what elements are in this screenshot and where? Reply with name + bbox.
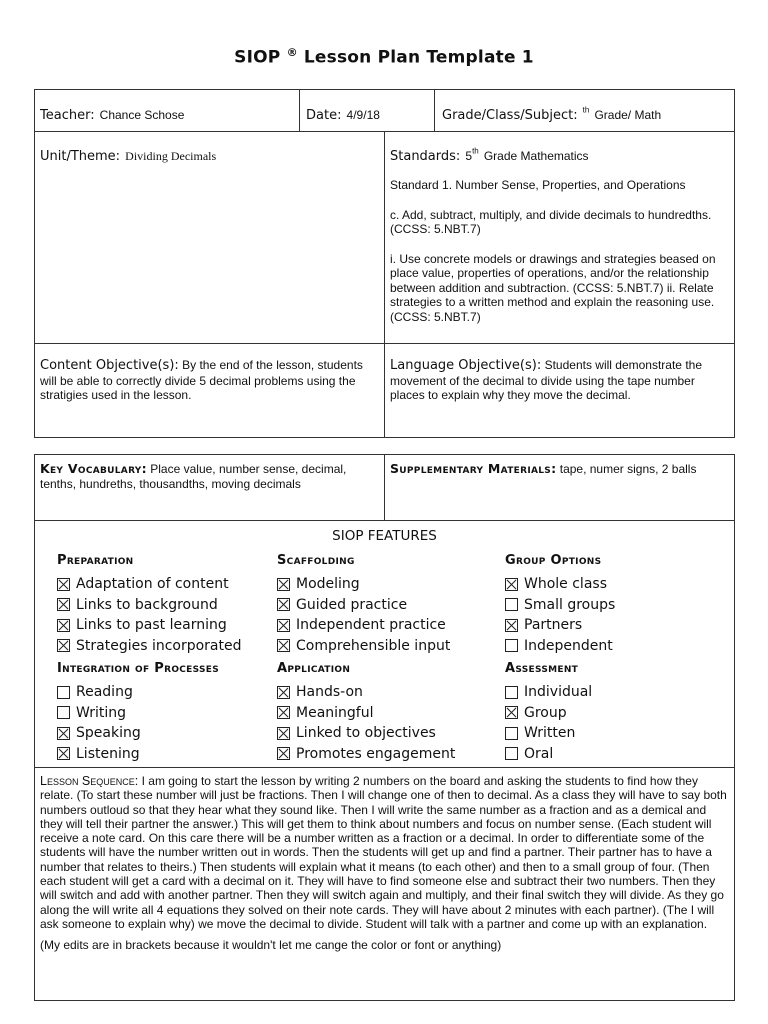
teacher-label: Teacher:: [40, 108, 95, 123]
checkbox-label: Reading: [76, 684, 133, 701]
checkbox-item[interactable]: [505, 723, 592, 744]
checkbox-label: Guided practice: [296, 596, 408, 613]
integration-heading: Integration of Processes: [57, 661, 220, 676]
checkbox-icon[interactable]: [505, 619, 518, 632]
standard-line-2: c. Add, subtract, multiply, and divide decimals to hundredths. (CCSS: 5.NBT.7): [390, 207, 712, 236]
checkbox-icon[interactable]: [277, 578, 290, 591]
checkbox-icon[interactable]: [505, 686, 518, 699]
checkbox-icon[interactable]: [505, 578, 518, 591]
grade-value: Grade/ Math: [594, 108, 662, 122]
checkbox-label: Independent practice: [296, 617, 446, 634]
group-application: [277, 661, 455, 764]
checkbox-item[interactable]: [57, 744, 219, 765]
checkbox-icon[interactable]: [505, 598, 518, 611]
checkbox-label: Independent: [524, 637, 613, 654]
checkbox-icon[interactable]: [57, 619, 70, 632]
lesson-sequence-text: I am going to start the lesson by writing 2 numbers on the board and asking the students to find how they relate. (To start these number will just be fractions. Then I will change one of then to decimal. As a class they will have to say both numbers outloud so that they hear what they sound like. Then I will write the same number as a fraction and as a demical and they will tell their partner the answer.) This will get them to think about numbers and focus on number sense. (Each student will receive a note card. On this care there will be a number written as a fraction or a decimal. In order to differentiate some of the students will have the number written out in words. Then the students will get up and find a partner. Their partner has to have a number that relates to theirs.) Then students will explain what it means (to each other) and then to a small group of four. (Then each student will get a card with a decimal on it. They will have to find someone else and subtract their two numbers. Then they will switch and add with another partner. Then they will switch again and multiply, and their final switch they will divide. As they go along the will write all 4 equations they solved on their note cards. They will have about 2 minutes with each partner). (The I will ask someone to explain why) we move the decimal to divide. Student will talk with a partner and come up with an explanation.: [40, 774, 727, 931]
lesson-sequence-note: (My edits are in brackets because it wouldn't let me cange the color or font or anything): [40, 938, 502, 953]
checkbox-item[interactable]: [505, 615, 615, 636]
checkbox-item[interactable]: [505, 574, 615, 595]
checkbox-icon[interactable]: [277, 686, 290, 699]
title-rest: Lesson Plan Template 1: [303, 47, 534, 68]
supplementary-label: Supplementary Materials:: [390, 461, 557, 476]
checkbox-label: Written: [524, 725, 576, 742]
checkbox-item[interactable]: [505, 744, 592, 765]
checkbox-label: Promotes engagement: [296, 745, 456, 762]
checkbox-icon[interactable]: [277, 598, 290, 611]
checkbox-label: Individual: [524, 684, 593, 701]
content-objective-cell: [40, 358, 378, 403]
title-text: SIOP: [234, 47, 281, 68]
checkbox-item[interactable]: [505, 682, 592, 703]
checkbox-icon[interactable]: [57, 747, 70, 760]
group-group-options: [505, 553, 615, 656]
checkbox-label: Small groups: [524, 596, 616, 613]
grade-label: Grade/Class/Subject:: [442, 108, 578, 123]
checkbox-label: Group: [524, 704, 567, 721]
checkbox-icon[interactable]: [505, 639, 518, 652]
checkbox-item[interactable]: [277, 615, 450, 636]
language-objective-label: Language Objective(s):: [390, 358, 542, 373]
content-objective-label: Content Objective(s):: [40, 358, 179, 373]
checkbox-icon[interactable]: [57, 706, 70, 719]
checkbox-icon[interactable]: [277, 747, 290, 760]
checkbox-icon[interactable]: [277, 727, 290, 740]
checkbox-icon[interactable]: [57, 639, 70, 652]
checkbox-icon[interactable]: [57, 598, 70, 611]
checkbox-item[interactable]: [57, 595, 242, 616]
date-value: 4/9/18: [346, 108, 380, 122]
standards-cell: [390, 145, 730, 324]
checkbox-item[interactable]: [57, 636, 242, 657]
assessment-heading: Assessment: [505, 661, 579, 676]
checkbox-label: Links to past learning: [76, 617, 227, 634]
supplementary-value: tape, numer signs, 2 balls: [559, 462, 697, 476]
checkbox-item[interactable]: [277, 744, 455, 765]
standards-grade-num: 5: [465, 149, 473, 163]
checkbox-label: Writing: [76, 704, 126, 721]
checkbox-label: Hands-on: [296, 684, 363, 701]
checkbox-icon[interactable]: [277, 706, 290, 719]
group-integration: [57, 661, 219, 764]
checkbox-label: Listening: [76, 745, 140, 762]
registered-mark: ®: [286, 46, 298, 59]
checkbox-label: Whole class: [524, 576, 607, 593]
checkbox-item[interactable]: [277, 682, 455, 703]
checkbox-item[interactable]: [57, 682, 219, 703]
preparation-heading: Preparation: [57, 553, 134, 568]
unit-cell: [40, 145, 216, 164]
date-cell: [306, 104, 380, 123]
group-options-heading: Group Options: [505, 553, 602, 568]
teacher-cell: [40, 104, 184, 123]
checkbox-label: Comprehensible input: [296, 637, 451, 654]
checkbox-label: Meaningful: [296, 704, 374, 721]
checkbox-item[interactable]: [505, 636, 615, 657]
checkbox-icon[interactable]: [57, 727, 70, 740]
supplementary-cell: [390, 462, 720, 477]
application-heading: Application: [277, 661, 351, 676]
checkbox-icon[interactable]: [57, 578, 70, 591]
checkbox-item[interactable]: [277, 703, 455, 724]
unit-value: Dividing Decimals: [125, 149, 217, 163]
key-vocabulary-label: Key Vocabulary:: [40, 461, 147, 476]
checkbox-icon[interactable]: [505, 706, 518, 719]
checkbox-icon[interactable]: [57, 686, 70, 699]
siop-features-title: SIOP FEATURES: [332, 528, 437, 544]
unit-label: Unit/Theme:: [40, 149, 121, 164]
checkbox-item[interactable]: [505, 703, 592, 724]
checkbox-icon[interactable]: [277, 619, 290, 632]
checkbox-label: Strategies incorporated: [76, 637, 242, 654]
checkbox-label: Adaptation of content: [76, 576, 229, 593]
teacher-value: Chance Schose: [99, 108, 185, 122]
checkbox-item[interactable]: [277, 723, 455, 744]
checkbox-label: Oral: [524, 745, 554, 762]
page-title: [0, 46, 768, 68]
checkbox-label: Speaking: [76, 725, 141, 742]
checkbox-label: Partners: [524, 617, 583, 634]
key-vocabulary-value: Place value, number sense, decimal, tenths, hundreths, thousandths, moving decimals: [40, 462, 347, 491]
checkbox-item[interactable]: [505, 595, 615, 616]
lesson-sequence-label: Lesson Sequence:: [40, 774, 139, 788]
checkbox-icon[interactable]: [505, 727, 518, 740]
language-objective-cell: [390, 358, 730, 403]
grade-cell: [442, 104, 661, 123]
content-objective-value: By the end of the lesson, students will be able to correctly divide 5 decimal problems using the stratigies used in the lesson.: [40, 358, 363, 402]
checkbox-label: Modeling: [296, 576, 360, 593]
standard-line-3: i. Use concrete models or drawings and strategies beased on place value, properties of operations, and/or the relationship between addition and subtraction. (CCSS: 5.NBT.7) ii. Relate strategies to a written method and explain the reasoning use. (CCSS: 5.NBT.7): [390, 251, 716, 324]
checkbox-item[interactable]: [57, 574, 242, 595]
date-label: Date:: [306, 108, 342, 123]
key-vocabulary-cell: [40, 462, 378, 491]
group-preparation: [57, 553, 242, 656]
language-objective-value: Students will demonstrate the movement of the decimal to divide using the tape number places to explain why they move the decimal.: [390, 358, 702, 402]
lesson-sequence-cell: [40, 774, 730, 953]
checkbox-icon[interactable]: [277, 639, 290, 652]
grade-sup: th: [582, 105, 590, 115]
standards-value: Grade Mathematics: [483, 149, 589, 163]
checkbox-label: Linked to objectives: [296, 725, 436, 742]
scaffolding-heading: Scaffolding: [277, 553, 355, 568]
checkbox-item[interactable]: [277, 595, 450, 616]
checkbox-item[interactable]: [57, 723, 219, 744]
checkbox-item[interactable]: [277, 574, 450, 595]
group-assessment: [505, 661, 592, 764]
standards-grade-sup: th: [472, 146, 479, 156]
checkbox-item[interactable]: [57, 615, 242, 636]
checkbox-item[interactable]: [57, 703, 219, 724]
group-scaffolding: [277, 553, 450, 656]
checkbox-icon[interactable]: [505, 747, 518, 760]
standard-line-1: Standard 1. Number Sense, Properties, and Operations: [390, 178, 686, 192]
standards-label: Standards:: [390, 149, 461, 164]
checkbox-item[interactable]: [277, 636, 450, 657]
checkbox-label: Links to background: [76, 596, 218, 613]
